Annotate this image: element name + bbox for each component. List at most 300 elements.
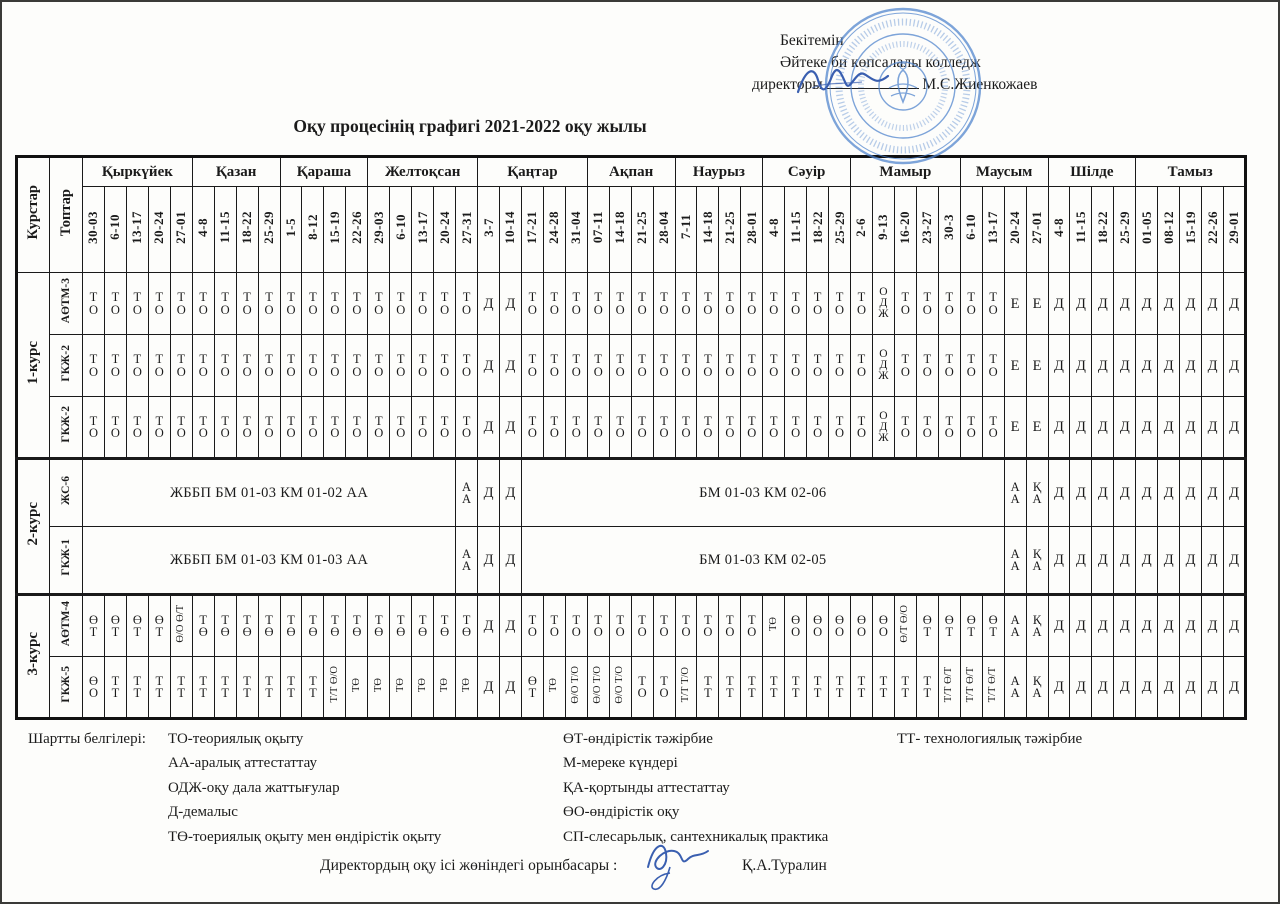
schedule-cell: ТӨ <box>456 657 478 719</box>
schedule-cell: Т О <box>521 595 543 657</box>
schedule-cell: Д <box>1070 335 1092 397</box>
month-header: Желтоқсан <box>368 157 478 187</box>
schedule-cell: Т О <box>719 335 741 397</box>
month-header: Қазан <box>192 157 280 187</box>
table-row <box>17 459 1246 527</box>
week-header: 22-26 <box>1202 187 1224 273</box>
schedule-cell: Т О <box>982 397 1004 459</box>
schedule-cell: Д <box>499 335 521 397</box>
schedule-cell: Д <box>1048 527 1070 595</box>
week-header: 14-18 <box>697 187 719 273</box>
week-header: 14-18 <box>609 187 631 273</box>
schedule-cell: Т О <box>412 335 434 397</box>
schedule-cell: Е <box>1004 273 1026 335</box>
table-row <box>17 335 1246 397</box>
schedule-cell: Д <box>478 459 500 527</box>
schedule-cell: Д <box>1202 459 1224 527</box>
schedule-cell: Д <box>1048 657 1070 719</box>
schedule-cell: Д <box>1158 335 1180 397</box>
schedule-cell: Д <box>1224 335 1246 397</box>
schedule-cell: Т О <box>521 273 543 335</box>
schedule-cell: Ө/О Т/О <box>565 657 587 719</box>
schedule-cell: Д <box>1070 527 1092 595</box>
schedule-cell: Д <box>1048 273 1070 335</box>
schedule-table-container <box>15 155 1247 720</box>
group-label: АӨТМ-4 <box>50 595 83 657</box>
schedule-cell: Т Ө <box>214 595 236 657</box>
schedule-cell: Д <box>1114 397 1136 459</box>
group-label: АӨТМ-3 <box>50 273 83 335</box>
schedule-cell: Т О <box>938 397 960 459</box>
schedule-cell: Т О <box>83 335 105 397</box>
schedule-cell: Д <box>1224 397 1246 459</box>
schedule-cell: Д <box>1048 335 1070 397</box>
month-header: Сәуір <box>763 157 851 187</box>
schedule-cell: Д <box>1070 595 1092 657</box>
schedule-cell: Т Ө <box>324 595 346 657</box>
schedule-cell: Қ А <box>1026 595 1048 657</box>
schedule-cell: Д <box>1202 527 1224 595</box>
schedule-cell: Е <box>1026 273 1048 335</box>
schedule-cell: Т О <box>280 335 302 397</box>
schedule-cell: Т О <box>631 335 653 397</box>
schedule-cell: Д <box>1114 335 1136 397</box>
schedule-cell: ТӨ <box>543 657 565 719</box>
schedule-cell: Д <box>478 527 500 595</box>
schedule-cell: Т О <box>104 397 126 459</box>
schedule-cell: Т О <box>653 273 675 335</box>
schedule-cell: Д <box>1180 397 1202 459</box>
schedule-cell: Т Т <box>851 657 873 719</box>
schedule-cell: Т О <box>719 397 741 459</box>
schedule-cell: Т/Т Ө/Т <box>938 657 960 719</box>
schedule-cell: Д <box>1092 595 1114 657</box>
schedule-cell: Д <box>478 335 500 397</box>
schedule-cell: Д <box>478 595 500 657</box>
schedule-cell: ТӨ <box>412 657 434 719</box>
schedule-cell: ТӨ <box>434 657 456 719</box>
schedule-cell: Т Т <box>719 657 741 719</box>
course-label: 1-курс <box>17 273 50 459</box>
schedule-cell: А А <box>1004 657 1026 719</box>
schedule-cell: Т/Т Ө/О <box>324 657 346 719</box>
schedule-cell: Ө/О Т/О <box>609 657 631 719</box>
schedule-cell: Т О <box>192 397 214 459</box>
week-header: 17-21 <box>521 187 543 273</box>
schedule-cell-merged: БМ 01-03 КМ 02-06 <box>521 459 1004 527</box>
schedule-cell: Т О <box>83 273 105 335</box>
schedule-cell: Д <box>499 397 521 459</box>
course-label: 3-курс <box>17 595 50 719</box>
schedule-cell: Т О <box>609 595 631 657</box>
week-header: 20-24 <box>1004 187 1026 273</box>
schedule-cell: Ө Т <box>83 595 105 657</box>
table-row <box>17 657 1246 719</box>
schedule-cell: Т О <box>302 335 324 397</box>
schedule-cell: Д <box>1136 459 1158 527</box>
schedule-cell: Т О <box>126 335 148 397</box>
schedule-cell: Ө Т <box>916 595 938 657</box>
group-label: ГКЖ-5 <box>50 657 83 719</box>
schedule-cell: ТӨ <box>763 595 785 657</box>
schedule-cell: Ө О <box>785 595 807 657</box>
schedule-cell: А А <box>1004 527 1026 595</box>
schedule-cell: Т Т <box>785 657 807 719</box>
schedule-cell: Ө О <box>872 595 894 657</box>
schedule-cell: Т О <box>609 397 631 459</box>
group-label: ГКЖ-1 <box>50 527 83 595</box>
schedule-cell: Т О <box>434 273 456 335</box>
schedule-cell: Д <box>499 595 521 657</box>
table-row <box>17 397 1246 459</box>
schedule-cell: Д <box>1158 273 1180 335</box>
schedule-cell: Т О <box>587 595 609 657</box>
schedule-cell: Т О <box>916 397 938 459</box>
schedule-cell: Т Т <box>763 657 785 719</box>
schedule-cell: Д <box>1092 273 1114 335</box>
schedule-cell: Т Т <box>916 657 938 719</box>
schedule-cell: Д <box>1158 527 1180 595</box>
legend-item: М-мереке күндері <box>563 755 678 772</box>
schedule-cell: Қ А <box>1026 657 1048 719</box>
legend-item: ОДЖ-оқу дала жаттығулар <box>168 779 340 796</box>
schedule-cell: Т О <box>675 397 697 459</box>
schedule-cell: Т О <box>851 335 873 397</box>
week-header: 6-10 <box>960 187 982 273</box>
legend-item: ҚА-қортынды аттестаттау <box>563 779 730 796</box>
schedule-cell: Т О <box>302 397 324 459</box>
week-header: 22-26 <box>346 187 368 273</box>
schedule-cell: Т Т <box>280 657 302 719</box>
week-header: 28-01 <box>741 187 763 273</box>
schedule-cell: Т Т <box>807 657 829 719</box>
group-label: ЖС-6 <box>50 459 83 527</box>
schedule-cell: Т О <box>148 335 170 397</box>
schedule-cell: А А <box>1004 459 1026 527</box>
week-header: 18-22 <box>236 187 258 273</box>
schedule-cell: Д <box>1136 595 1158 657</box>
legend-item: АА-аралық аттестаттау <box>168 755 317 772</box>
schedule-cell: О Д Ж <box>872 397 894 459</box>
schedule-cell: Т О <box>631 397 653 459</box>
schedule-cell: Т О <box>324 397 346 459</box>
week-header: 2-6 <box>851 187 873 273</box>
schedule-cell: Т О <box>609 335 631 397</box>
month-header: Мамыр <box>851 157 961 187</box>
schedule-cell-merged: ЖББП БМ 01-03 КМ 01-03 АА <box>83 527 456 595</box>
week-header: 11-15 <box>1070 187 1092 273</box>
director-name: М.С.Жиенкожаев <box>922 76 1038 93</box>
schedule-cell: Д <box>1114 657 1136 719</box>
schedule-cell: О Д Ж <box>872 335 894 397</box>
schedule-cell: Т О <box>456 273 478 335</box>
week-header: 21-25 <box>719 187 741 273</box>
schedule-cell: Т О <box>258 397 280 459</box>
schedule-cell: Т О <box>214 273 236 335</box>
schedule-cell: Д <box>1114 595 1136 657</box>
schedule-cell: Т О <box>104 273 126 335</box>
week-header: 4-8 <box>763 187 785 273</box>
schedule-cell: Т О <box>368 273 390 335</box>
schedule-cell: Т О <box>456 397 478 459</box>
schedule-cell: Т/Т Ө/Т <box>982 657 1004 719</box>
schedule-cell: Д <box>1136 335 1158 397</box>
schedule-cell: Т О <box>653 335 675 397</box>
schedule-cell: Ө Т <box>938 595 960 657</box>
schedule-cell: Т О <box>83 397 105 459</box>
schedule-cell: Т О <box>807 397 829 459</box>
month-header: Наурыз <box>675 157 763 187</box>
schedule-cell: Д <box>1158 595 1180 657</box>
schedule-cell: Т Т <box>697 657 719 719</box>
schedule-cell: Т/Т Ө/Т <box>960 657 982 719</box>
schedule-cell: Д <box>1048 459 1070 527</box>
schedule-cell: ТӨ <box>390 657 412 719</box>
schedule-cell: Д <box>499 459 521 527</box>
week-header: 25-29 <box>829 187 851 273</box>
schedule-cell: А А <box>456 459 478 527</box>
schedule-cell: Т Ө <box>390 595 412 657</box>
schedule-cell: Т О <box>521 335 543 397</box>
schedule-cell: Д <box>478 397 500 459</box>
schedule-cell: ТӨ <box>368 657 390 719</box>
schedule-cell: Т Т <box>170 657 192 719</box>
course-label: 2-курс <box>17 459 50 595</box>
week-header: 11-15 <box>214 187 236 273</box>
legend-item: ТО-теориялық оқыту <box>168 731 304 747</box>
schedule-cell: Ө/О Ө/Т <box>170 595 192 657</box>
schedule-cell: Д <box>1114 273 1136 335</box>
week-header: 27-31 <box>456 187 478 273</box>
schedule-cell: Т О <box>302 273 324 335</box>
schedule-cell: Т Т <box>829 657 851 719</box>
schedule-cell: Т О <box>565 335 587 397</box>
week-header: 1-5 <box>280 187 302 273</box>
schedule-cell: Д <box>499 527 521 595</box>
schedule-cell: ТӨ <box>346 657 368 719</box>
legend-item: ТТ- технологиялық тәжірбие <box>897 731 1083 747</box>
legend-column-3 <box>897 727 1082 751</box>
week-header: 4-8 <box>192 187 214 273</box>
schedule-cell: Т Т <box>258 657 280 719</box>
schedule-cell: Т О <box>587 335 609 397</box>
schedule-cell: Т О <box>938 273 960 335</box>
schedule-cell: Т О <box>434 397 456 459</box>
schedule-cell: Т О <box>675 595 697 657</box>
schedule-cell: Ө/Т Ө/О <box>894 595 916 657</box>
schedule-cell: Д <box>1114 459 1136 527</box>
schedule-cell: Т О <box>960 335 982 397</box>
schedule-cell: Д <box>1202 657 1224 719</box>
schedule-cell: Т О <box>148 273 170 335</box>
legend-item: ӨО-өндірістік оқу <box>563 804 680 821</box>
week-header: 9-13 <box>872 187 894 273</box>
schedule-cell: Т О <box>894 335 916 397</box>
deputy-director-label: Директордың оқу ісі жөніндегі орынбасары : <box>320 857 618 874</box>
schedule-cell: Т О <box>565 397 587 459</box>
week-header: 15-19 <box>1180 187 1202 273</box>
schedule-cell: Т Ө <box>434 595 456 657</box>
schedule-cell: Т О <box>368 335 390 397</box>
schedule-cell: Т О <box>258 273 280 335</box>
schedule-cell: Д <box>1048 397 1070 459</box>
legend-item: ӨТ-өндірістік тәжірбие <box>563 731 713 747</box>
week-header: 16-20 <box>894 187 916 273</box>
schedule-cell: Д <box>1092 335 1114 397</box>
schedule-cell: Д <box>1180 527 1202 595</box>
schedule-cell: Т Ө <box>456 595 478 657</box>
schedule-cell: Т О <box>982 273 1004 335</box>
schedule-cell: Т О <box>697 397 719 459</box>
schedule-cell: Т О <box>565 595 587 657</box>
schedule-cell: Т О <box>807 335 829 397</box>
week-header: 20-24 <box>434 187 456 273</box>
schedule-cell: Д <box>1048 595 1070 657</box>
schedule-cell: Т Т <box>741 657 763 719</box>
schedule-cell: Ө Т <box>521 657 543 719</box>
schedule-cell: Т О <box>829 273 851 335</box>
approval-line1: Бекітемін <box>780 32 844 49</box>
schedule-cell: Д <box>1180 459 1202 527</box>
schedule-cell: Т Т <box>214 657 236 719</box>
schedule-cell: Т О <box>631 273 653 335</box>
schedule-cell: Д <box>1158 657 1180 719</box>
schedule-cell: Т Ө <box>280 595 302 657</box>
schedule-cell: Д <box>1224 595 1246 657</box>
week-header: 25-29 <box>258 187 280 273</box>
week-header: 24-28 <box>543 187 565 273</box>
schedule-table <box>15 155 1247 720</box>
week-header: 3-7 <box>478 187 500 273</box>
schedule-cell: Д <box>1224 527 1246 595</box>
schedule-cell: Т О <box>126 397 148 459</box>
schedule-cell: А А <box>456 527 478 595</box>
week-header: 18-22 <box>1092 187 1114 273</box>
schedule-cell: Т О <box>521 397 543 459</box>
week-header: 13-17 <box>982 187 1004 273</box>
schedule-cell: Т Т <box>104 657 126 719</box>
month-header: Қаңтар <box>478 157 588 187</box>
schedule-cell: Ө Т <box>982 595 1004 657</box>
schedule-cell: Т О <box>697 273 719 335</box>
schedule-cell: Т О <box>719 595 741 657</box>
schedule-cell: Е <box>1004 397 1026 459</box>
schedule-cell: Т О <box>170 273 192 335</box>
schedule-cell: Д <box>478 273 500 335</box>
schedule-cell: Т О <box>543 335 565 397</box>
legend-column-2 <box>563 727 828 849</box>
schedule-cell: Т О <box>741 273 763 335</box>
schedule-cell: Т Т <box>236 657 258 719</box>
schedule-cell: Д <box>1202 397 1224 459</box>
schedule-cell: Д <box>499 273 521 335</box>
schedule-cell: Т О <box>741 595 763 657</box>
schedule-cell: Т О <box>104 335 126 397</box>
legend-item: Д-демалыс <box>168 804 238 821</box>
schedule-cell: Т Ө <box>368 595 390 657</box>
table-row <box>17 527 1246 595</box>
legend-title: Шартты белгілері: <box>28 731 146 747</box>
schedule-cell: Т О <box>894 397 916 459</box>
schedule-cell: Т О <box>785 397 807 459</box>
schedule-cell: А А <box>1004 595 1026 657</box>
schedule-cell: Т О <box>894 273 916 335</box>
schedule-cell: Т О <box>653 595 675 657</box>
schedule-cell: Т О <box>587 273 609 335</box>
schedule-cell: Д <box>1070 459 1092 527</box>
schedule-cell: Ө Т <box>104 595 126 657</box>
schedule-cell: Д <box>1158 459 1180 527</box>
schedule-cell: Ө О <box>807 595 829 657</box>
schedule-cell: Т О <box>675 273 697 335</box>
schedule-cell: Т О <box>653 397 675 459</box>
week-header: 6-10 <box>104 187 126 273</box>
week-header: 31-04 <box>565 187 587 273</box>
week-header: 27-01 <box>1026 187 1048 273</box>
schedule-cell: Т О <box>829 335 851 397</box>
legend-item: ТӨ-тоериялық оқыту мен өндірістік оқыту <box>168 828 442 845</box>
schedule-cell: Д <box>1114 527 1136 595</box>
schedule-cell: Т О <box>916 335 938 397</box>
schedule-cell: Д <box>1224 459 1246 527</box>
schedule-cell: Т О <box>434 335 456 397</box>
schedule-cell: Д <box>1202 335 1224 397</box>
schedule-cell: Ө Т <box>126 595 148 657</box>
schedule-cell-merged: ЖББП БМ 01-03 КМ 01-02 АА <box>83 459 456 527</box>
week-header: 15-19 <box>324 187 346 273</box>
group-label: ГКЖ-2 <box>50 397 83 459</box>
schedule-cell: Е <box>1026 335 1048 397</box>
schedule-cell: Д <box>1092 527 1114 595</box>
schedule-cell: Т О <box>170 397 192 459</box>
schedule-cell: Т О <box>258 335 280 397</box>
week-header: 07-11 <box>587 187 609 273</box>
schedule-cell: Т О <box>960 273 982 335</box>
month-header: Қараша <box>280 157 368 187</box>
schedule-cell: Т О <box>960 397 982 459</box>
schedule-cell: Т О <box>785 335 807 397</box>
schedule-cell: Т Ө <box>258 595 280 657</box>
week-header: 10-14 <box>499 187 521 273</box>
schedule-cell: Д <box>1180 273 1202 335</box>
schedule-cell: Т О <box>543 273 565 335</box>
week-header: 8-12 <box>302 187 324 273</box>
schedule-cell: Е <box>1026 397 1048 459</box>
schedule-cell: Д <box>1180 335 1202 397</box>
schedule-cell: Т Т <box>148 657 170 719</box>
schedule-cell: Т О <box>741 397 763 459</box>
schedule-cell: Д <box>478 657 500 719</box>
schedule-cell: Т О <box>390 273 412 335</box>
approval-line2: Әйтеке би көпсалалы колледж <box>780 54 981 71</box>
schedule-cell: Е <box>1004 335 1026 397</box>
week-header: 7-11 <box>675 187 697 273</box>
schedule-cell: Д <box>1224 657 1246 719</box>
schedule-cell: Т О <box>631 657 653 719</box>
deputy-director-name: Қ.А.Туралин <box>742 857 827 874</box>
legend-column-1 <box>168 727 441 849</box>
schedule-cell: Т Т <box>302 657 324 719</box>
schedule-cell: Д <box>1202 595 1224 657</box>
schedule-cell: Т О <box>214 335 236 397</box>
schedule-cell: Д <box>1202 273 1224 335</box>
schedule-cell: Ө О <box>829 595 851 657</box>
schedule-cell: Т О <box>412 273 434 335</box>
schedule-cell: Т О <box>807 273 829 335</box>
schedule-cell: Т О <box>829 397 851 459</box>
schedule-cell: Т О <box>280 273 302 335</box>
schedule-cell: Д <box>1092 397 1114 459</box>
